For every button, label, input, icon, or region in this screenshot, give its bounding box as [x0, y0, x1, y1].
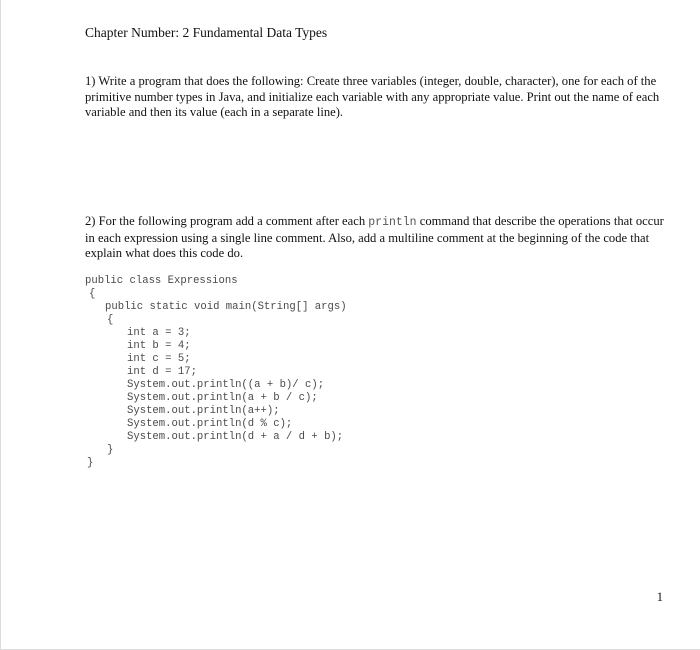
chapter-heading: Chapter Number: 2 Fundamental Data Types	[85, 25, 328, 40]
code-line-println-1: System.out.println((a + b)/ c);	[127, 379, 325, 391]
code-line-int-d: int d = 17;	[127, 366, 197, 378]
code-line-println-4: System.out.println(d % c);	[127, 418, 293, 430]
code-line-int-b: int b = 4;	[127, 340, 191, 352]
question-2-text	[85, 214, 665, 262]
code-line-println-5: System.out.println(d + a / d + b);	[127, 431, 344, 443]
println-keyword: println	[368, 216, 417, 229]
code-line-println-3: System.out.println(a++);	[127, 405, 280, 417]
code-line-main-open-brace: {	[107, 314, 114, 326]
code-line-println-2: System.out.println(a + b / c);	[127, 392, 318, 404]
question-1-text: 1) Write a program that does the following: Create three variables (integer, double, character), one for each of the primitive number types in Java, and initialize each variable with any appropriate value. Print out the name of each variable and then its value (each in a separate line).	[85, 74, 660, 119]
code-line-int-c: int c = 5;	[127, 353, 191, 365]
question-2-text-after: command that describe the operations that occur in each expression using a single line comment. Also, add a multiline comment at the beginning of the code that explain what does this code do.	[85, 214, 664, 260]
code-line-class-close-brace: }	[87, 457, 94, 469]
code-line-main-close-brace: }	[107, 444, 114, 456]
question-2-text-before: 2) For the following program add a comment after each	[85, 214, 369, 228]
code-line-class-declaration: public class Expressions	[85, 275, 238, 287]
code-line-main-method: public static void main(String[] args)	[105, 301, 347, 313]
page-number: 1	[656, 590, 663, 604]
code-line-int-a: int a = 3;	[127, 327, 191, 339]
code-line-class-open-brace: {	[89, 288, 96, 300]
